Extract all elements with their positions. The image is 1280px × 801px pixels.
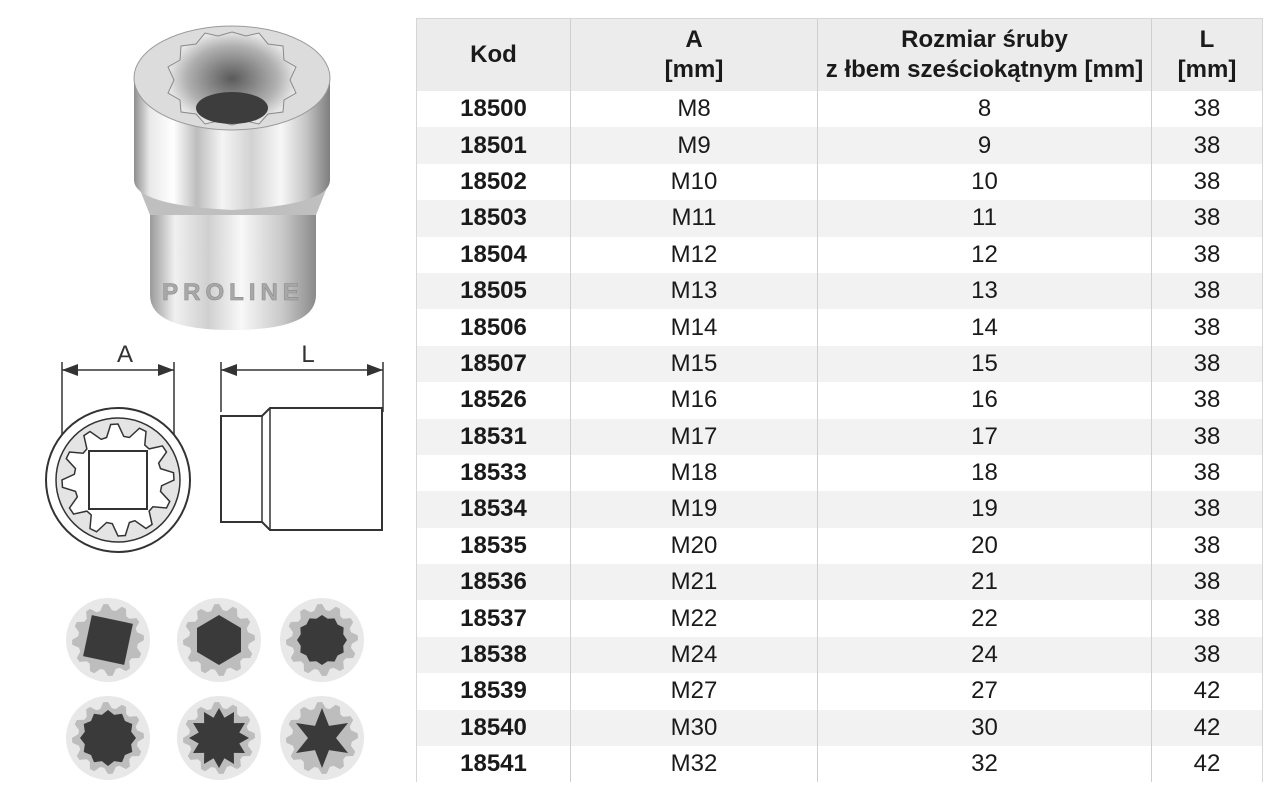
cell-bolt-size: 11 [818, 200, 1152, 236]
table-header-row [417, 19, 1263, 92]
cell-a: M16 [571, 382, 818, 418]
cell-a: M30 [571, 710, 818, 746]
cell-code: 18536 [417, 564, 571, 600]
cell-bolt-size: 13 [818, 273, 1152, 309]
cell-l: 38 [1152, 164, 1263, 200]
cell-l: 42 [1152, 746, 1263, 782]
cell-l: 38 [1152, 382, 1263, 418]
cell-code: 18502 [417, 164, 571, 200]
table-row [417, 237, 1263, 273]
brand-engraving: PROLINE [162, 279, 304, 306]
table-row [417, 710, 1263, 746]
header-bolt-label: Rozmiar śruby [901, 26, 1068, 53]
table-row [417, 455, 1263, 491]
cell-a: M14 [571, 309, 818, 345]
cell-l: 38 [1152, 600, 1263, 636]
cell-code: 18504 [417, 237, 571, 273]
cell-bolt-size: 32 [818, 746, 1152, 782]
cell-l: 38 [1152, 528, 1263, 564]
header-l-unit: [mm] [1177, 56, 1237, 83]
cell-a: M21 [571, 564, 818, 600]
cell-l: 38 [1152, 455, 1263, 491]
cell-code: 18501 [417, 127, 571, 163]
cell-code: 18535 [417, 528, 571, 564]
header-bolt-size [818, 19, 1152, 92]
header-a [571, 19, 818, 92]
table-row [417, 164, 1263, 200]
header-bolt-sublabel: z łbem sześciokątnym [mm] [825, 56, 1144, 83]
cell-a: M27 [571, 673, 818, 709]
cell-a: M18 [571, 455, 818, 491]
xzn-profile-icon [177, 696, 261, 780]
cell-bolt-size: 10 [818, 164, 1152, 200]
cell-code: 18540 [417, 710, 571, 746]
table-row [417, 273, 1263, 309]
cell-l: 38 [1152, 491, 1263, 527]
cell-a: M15 [571, 346, 818, 382]
table-row [417, 200, 1263, 236]
cell-code: 18537 [417, 600, 571, 636]
dimension-a-diagram [46, 341, 190, 552]
dimension-a-label: A [116, 341, 134, 368]
product-illustrations [0, 0, 405, 801]
cell-bolt-size: 27 [818, 673, 1152, 709]
cell-a: M22 [571, 600, 818, 636]
cell-bolt-size: 19 [818, 491, 1152, 527]
cell-code: 18538 [417, 637, 571, 673]
spline-profile-icon [66, 696, 150, 780]
cell-bolt-size: 15 [818, 346, 1152, 382]
table-row [417, 491, 1263, 527]
cell-a: M19 [571, 491, 818, 527]
cell-l: 42 [1152, 710, 1263, 746]
cell-a: M9 [571, 127, 818, 163]
table-body [417, 91, 1263, 782]
cell-l: 38 [1152, 637, 1263, 673]
cell-bolt-size: 21 [818, 564, 1152, 600]
header-code [417, 19, 571, 92]
cell-l: 38 [1152, 419, 1263, 455]
cell-bolt-size: 9 [818, 127, 1152, 163]
cell-bolt-size: 22 [818, 600, 1152, 636]
cell-l: 42 [1152, 673, 1263, 709]
dimension-l-diagram [221, 341, 383, 530]
table-row [417, 91, 1263, 127]
cell-l: 38 [1152, 309, 1263, 345]
header-a-unit: [mm] [664, 56, 724, 83]
cell-l: 38 [1152, 127, 1263, 163]
table-row [417, 419, 1263, 455]
cell-a: M11 [571, 200, 818, 236]
cell-l: 38 [1152, 346, 1263, 382]
cell-a: M20 [571, 528, 818, 564]
table-row [417, 382, 1263, 418]
header-l [1152, 19, 1263, 92]
spec-table [416, 18, 1263, 782]
table-row [417, 127, 1263, 163]
cell-a: M10 [571, 164, 818, 200]
cell-bolt-size: 30 [818, 710, 1152, 746]
socket-photo [134, 26, 330, 330]
cell-bolt-size: 14 [818, 309, 1152, 345]
cell-code: 18539 [417, 673, 571, 709]
table-row [417, 673, 1263, 709]
cell-a: M13 [571, 273, 818, 309]
table-row [417, 600, 1263, 636]
cell-bolt-size: 8 [818, 91, 1152, 127]
table-row [417, 746, 1263, 782]
square-profile-icon [66, 598, 150, 682]
cell-l: 38 [1152, 200, 1263, 236]
table-row [417, 564, 1263, 600]
cell-a: M12 [571, 237, 818, 273]
cell-l: 38 [1152, 273, 1263, 309]
cell-code: 18506 [417, 309, 571, 345]
cell-code: 18534 [417, 491, 571, 527]
table-row [417, 528, 1263, 564]
cell-l: 38 [1152, 237, 1263, 273]
table-row [417, 637, 1263, 673]
cell-bolt-size: 24 [818, 637, 1152, 673]
cell-l: 38 [1152, 91, 1263, 127]
cell-code: 18526 [417, 382, 571, 418]
cell-bolt-size: 16 [818, 382, 1152, 418]
cell-code: 18531 [417, 419, 571, 455]
header-l-label: L [1199, 26, 1215, 53]
cell-code: 18541 [417, 746, 571, 782]
cell-l: 38 [1152, 564, 1263, 600]
compatible-profiles [66, 598, 364, 780]
cell-a: M24 [571, 637, 818, 673]
double-hex-profile-icon [280, 598, 364, 682]
cell-code: 18533 [417, 455, 571, 491]
cell-bolt-size: 17 [818, 419, 1152, 455]
cell-bolt-size: 20 [818, 528, 1152, 564]
cell-a: M32 [571, 746, 818, 782]
cell-code: 18500 [417, 91, 571, 127]
cell-code: 18507 [417, 346, 571, 382]
header-code-label: Kod [470, 41, 517, 68]
cell-a: M8 [571, 91, 818, 127]
torx-profile-icon [280, 696, 364, 780]
hex-profile-icon [177, 598, 261, 682]
header-a-label: A [685, 26, 703, 53]
cell-a: M17 [571, 419, 818, 455]
cell-code: 18503 [417, 200, 571, 236]
table-row [417, 309, 1263, 345]
cell-bolt-size: 18 [818, 455, 1152, 491]
cell-code: 18505 [417, 273, 571, 309]
cell-bolt-size: 12 [818, 237, 1152, 273]
dimension-l-label: L [301, 341, 315, 368]
table-row [417, 346, 1263, 382]
